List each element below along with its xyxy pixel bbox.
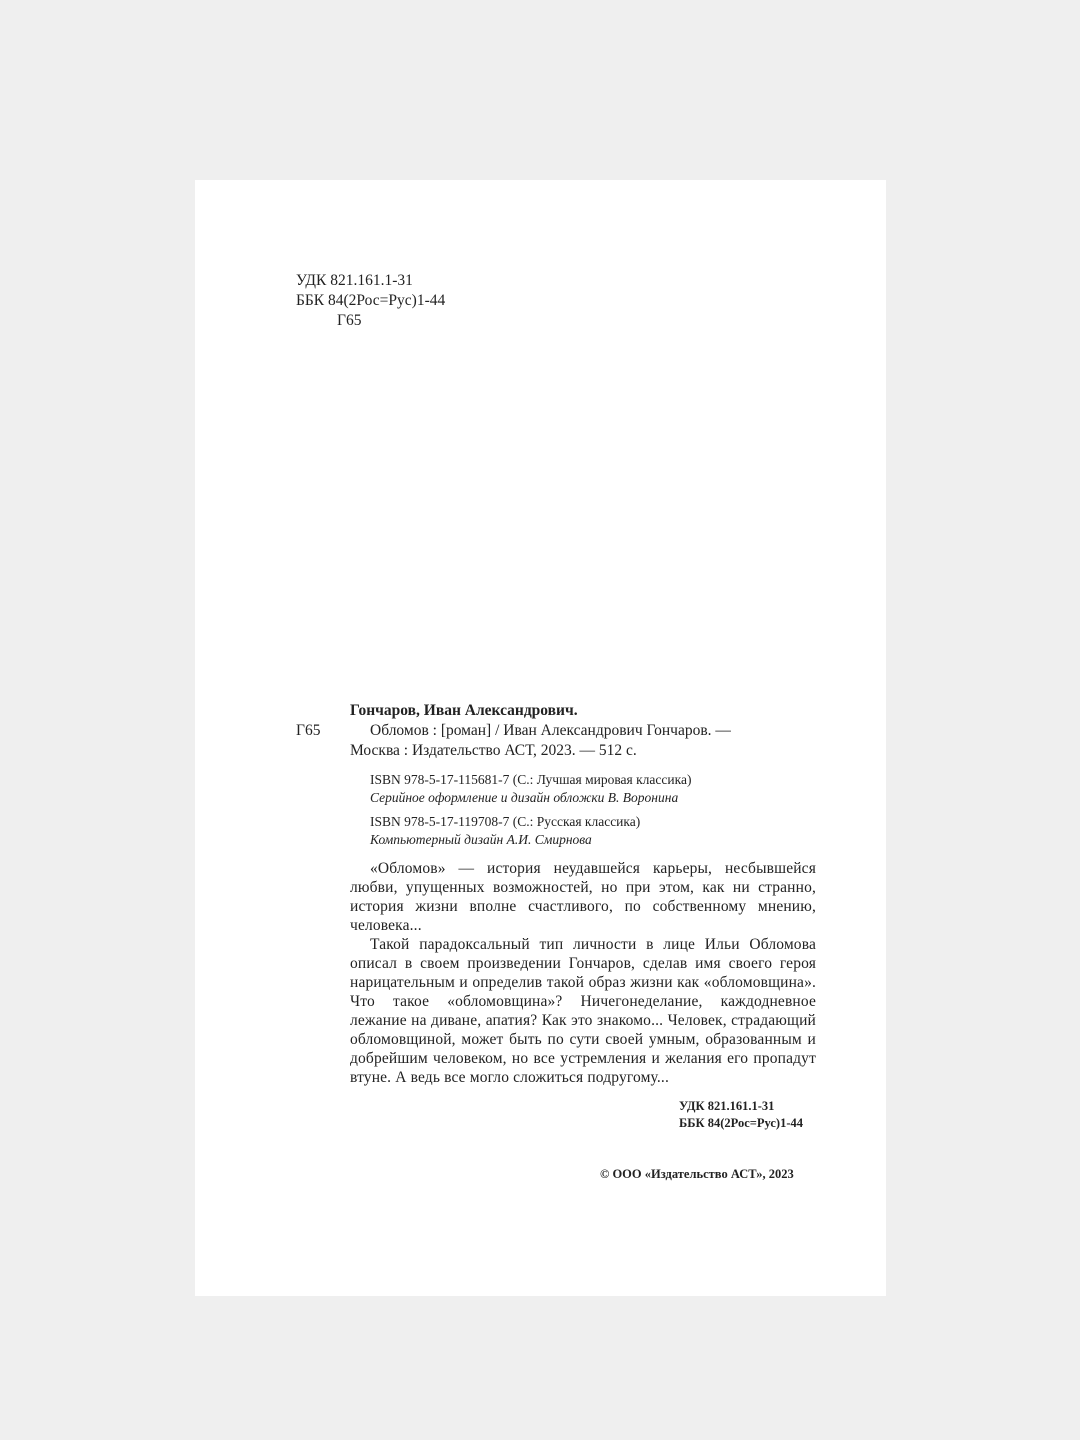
classification-codes-bottom — [679, 1098, 803, 1132]
description-line: Обломов : [роман] / Иван Александрович Гончаров. — — [370, 722, 731, 739]
bbk-code: ББК 84(2Рос=Рус)1-44 — [679, 1116, 803, 1130]
annotation-paragraph: Такой парадоксальный тип личности в лице Ильи Обломова описал в своем произведении Гончаров, сделав имя своего героя нарицательным и определив такой образ жизни как «обломовщина». Что такое «обломовщина»? Ничегонеделание, каждодневное лежание на диване, апатия? Как это знакомо... Человек, страдающий обломовщиной, может быть по сути своей умным, образованным и добрейшим человеком, но все устремления и желания его пропадут втуне. А ведь все могло сложиться подругому... — [350, 936, 816, 1086]
isbn-number: ISBN 978-5-17-115681-7 (С.: Лучшая мировая классика) — [370, 772, 692, 787]
bibliographic-description — [350, 721, 816, 761]
bbk-code: ББК 84(2Рос=Рус)1-44 — [296, 292, 446, 309]
design-credit: Компьютерный дизайн А.И. Смирнова — [370, 832, 592, 847]
design-credit: Серийное оформление и дизайн обложки В. Воронина — [370, 790, 679, 805]
annotation — [350, 859, 816, 1087]
udk-code: УДК 821.161.1-31 — [679, 1099, 775, 1113]
isbn-number: ISBN 978-5-17-119708-7 (С.: Русская классика) — [370, 814, 641, 829]
isbn-entry — [370, 813, 830, 849]
author-heading: Гончаров, Иван Александрович. — [350, 702, 578, 719]
isbn-entry — [370, 771, 830, 807]
description-line: Москва : Издательство АСТ, 2023. — 512 с. — [350, 742, 637, 759]
book-page — [195, 180, 886, 1296]
classification-codes-top — [296, 271, 445, 331]
copyright-notice: © ООО «Издательство АСТ», 2023 — [600, 1167, 794, 1181]
udk-code: УДК 821.161.1-31 — [296, 272, 413, 289]
author-mark-side: Г65 — [296, 722, 321, 739]
author-mark: Г65 — [337, 312, 362, 329]
annotation-paragraph: «Обломов» — история неудавшейся карьеры, несбывшейся любви, упущенных возможностей, но при этом, как ни странно, история жизни вполне счастливого, по собственному мнению, человека... — [350, 860, 816, 934]
